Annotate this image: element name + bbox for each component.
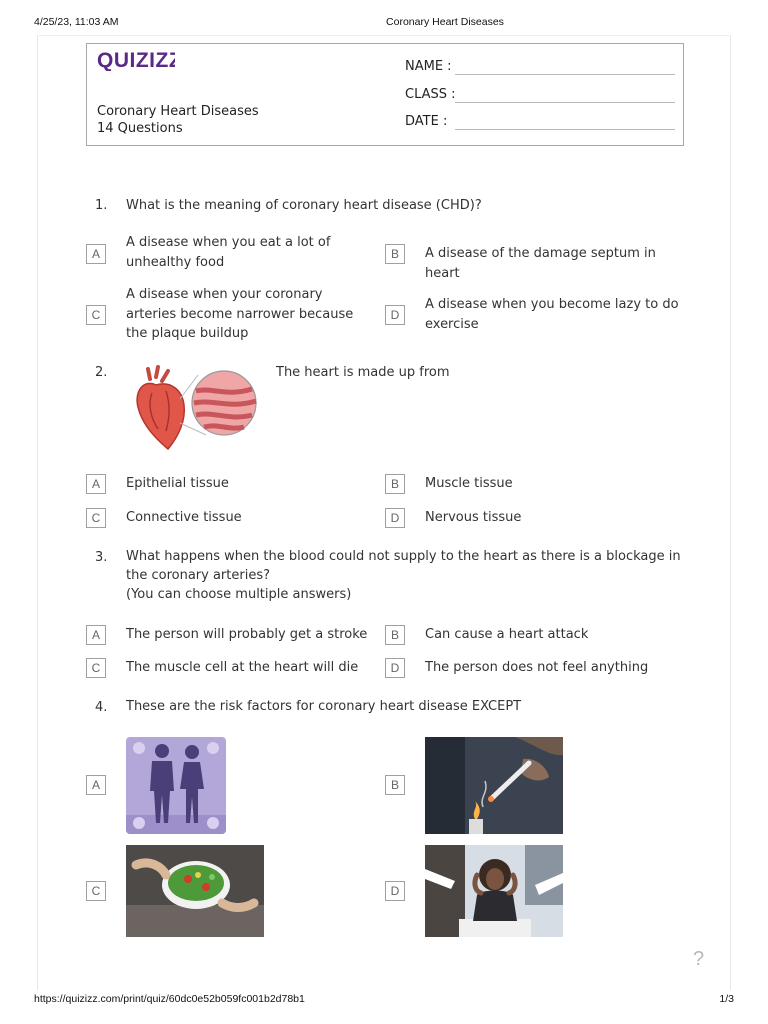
option-text: A disease when you eat a lot of unhealthy food — [126, 235, 331, 270]
class-label: CLASS : — [405, 87, 456, 102]
cigarette-smoking-icon — [425, 737, 563, 834]
smoking-photo-image — [425, 737, 563, 834]
option-letter: C — [86, 658, 106, 678]
help-icon[interactable]: ? — [693, 948, 705, 970]
question-text: The heart is made up from — [276, 365, 450, 380]
option-text: The person will probably get a stroke — [126, 627, 368, 642]
question-number: 3. — [95, 550, 108, 565]
option-text: A disease of the damage septum in heart — [425, 246, 656, 281]
option-text: Can cause a heart attack — [425, 627, 589, 642]
date-label: DATE : — [405, 114, 448, 129]
stress-photo-image — [425, 845, 563, 937]
quizizz-logo-mark — [97, 49, 175, 71]
name-line — [455, 74, 675, 75]
name-field — [405, 56, 675, 76]
gender-illustration-image — [126, 737, 226, 834]
quizizz-logo — [97, 49, 175, 77]
print-footer — [0, 993, 768, 1007]
salad-photo-image — [126, 845, 264, 937]
option-letter: A — [86, 474, 106, 494]
logo-wordmark: QUIZIZZ — [97, 49, 175, 71]
question-text: What happens when the blood could not supply to the heart as there is a blockage in the coronary arteries? — [126, 549, 681, 583]
option-text: A disease when your coronary arteries become narrower because the plaque buildup — [126, 287, 354, 341]
option-letter: D — [385, 881, 405, 901]
option-letter: D — [385, 658, 405, 678]
option-text: Nervous tissue — [425, 510, 522, 525]
heart-tissue-image — [126, 363, 266, 457]
quiz-title: Coronary Heart Diseases — [97, 104, 259, 119]
option-letter: B — [385, 474, 405, 494]
print-date: 4/25/23, 11:03 AM — [34, 16, 119, 28]
question-note: (You can choose multiple answers) — [126, 587, 352, 602]
print-page-number: 1/3 — [719, 993, 734, 1005]
question-number: 4. — [95, 700, 108, 715]
option-letter: A — [86, 244, 106, 264]
option-letter: A — [86, 625, 106, 645]
option-text: Muscle tissue — [425, 476, 513, 491]
option-letter: A — [86, 775, 106, 795]
heart-illustration-icon — [126, 363, 266, 457]
print-title: Coronary Heart Diseases — [386, 16, 504, 28]
date-line — [455, 129, 675, 130]
question-number: 2. — [95, 365, 108, 380]
date-field — [405, 111, 675, 131]
salad-bowl-icon — [126, 845, 264, 937]
print-header — [0, 16, 768, 30]
male-female-figures-icon — [126, 737, 226, 834]
print-url: https://quizizz.com/print/quiz/60dc0e52b059fc001b2d78b1 — [34, 993, 305, 1005]
stressed-woman-icon — [425, 845, 563, 937]
name-label: NAME : — [405, 59, 452, 74]
option-letter: B — [385, 625, 405, 645]
option-text: A disease when you become lazy to do exercise — [425, 297, 679, 332]
option-letter: D — [385, 305, 405, 325]
option-text: Connective tissue — [126, 510, 242, 525]
option-letter: B — [385, 244, 405, 264]
option-text: The muscle cell at the heart will die — [126, 660, 359, 675]
question-count: 14 Questions — [97, 121, 183, 136]
option-letter: C — [86, 881, 106, 901]
option-letter: D — [385, 508, 405, 528]
class-field — [405, 84, 675, 104]
question-text: These are the risk factors for coronary heart disease EXCEPT — [126, 699, 522, 714]
option-letter: B — [385, 775, 405, 795]
worksheet-header — [86, 43, 684, 146]
option-letter: C — [86, 305, 106, 325]
class-line — [455, 102, 675, 103]
option-letter: C — [86, 508, 106, 528]
question-number: 1. — [95, 198, 108, 213]
option-text: The person does not feel anything — [425, 660, 649, 675]
question-text: What is the meaning of coronary heart disease (CHD)? — [126, 198, 482, 213]
option-text: Epithelial tissue — [126, 476, 229, 491]
